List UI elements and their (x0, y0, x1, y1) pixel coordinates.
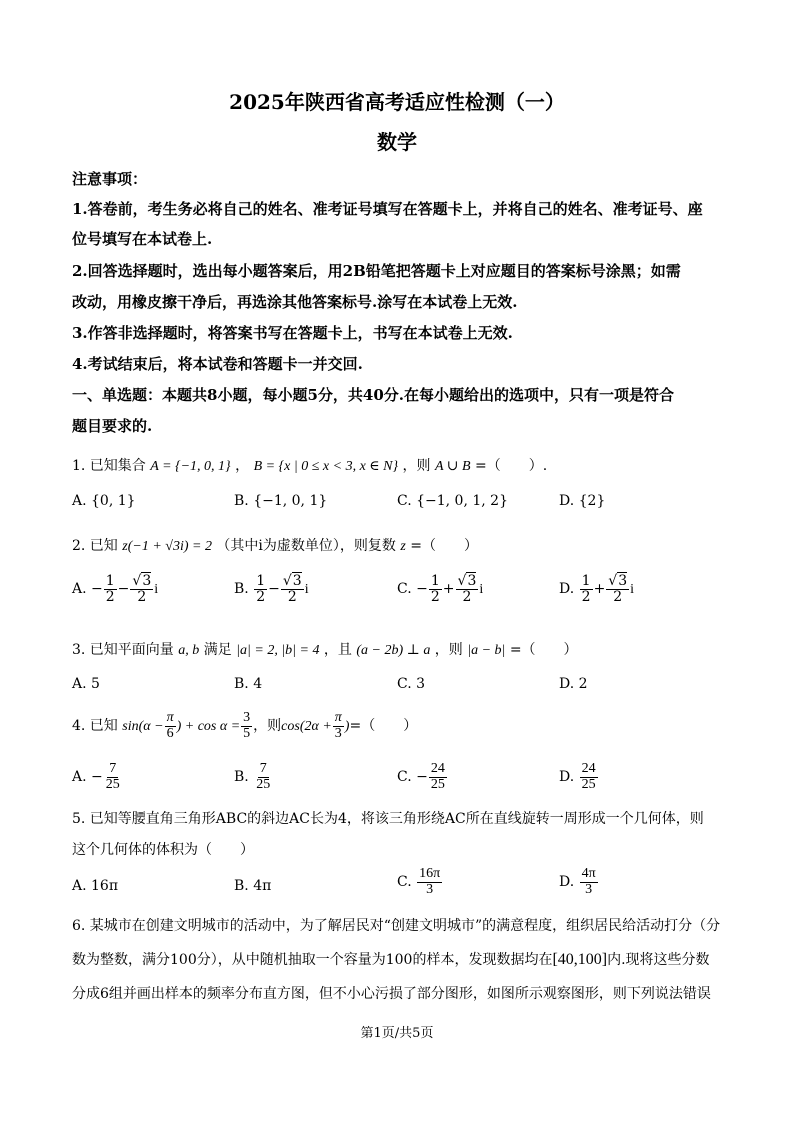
q4-prefix: 4. 已知 (72, 718, 118, 735)
notice-item-3: 3.作答非选择题时，将答案书写在答题卡上，书写在本试卷上无效. (72, 324, 513, 342)
q2-equation: z(−1 + √3i) = 2 (122, 539, 212, 554)
q3-suffix: =（ ） (509, 642, 578, 658)
question-6-line-1: 6. 某城市在创建文明城市的活动中，为了解居民对“创建文明城市”的满意程度，组织居民给活动打分（分 (72, 918, 721, 934)
q4-option-b: B. $\frac{7}{25}$ (234, 761, 271, 792)
q2-z: z (400, 539, 406, 554)
page-number: 第1页/共5页 (360, 1026, 434, 1041)
notice-item-4: 4.考试结束后，将本试卷和答题卡一并交回. (72, 355, 363, 373)
section-1-heading-line-2: 题目要求的. (72, 417, 153, 435)
q4-option-a: A. − $\frac{7}{25}$ (72, 761, 120, 792)
q1-option-d: D. {2} (559, 493, 606, 509)
q1-mid: ，则 (402, 458, 431, 474)
q1-suffix: =（ ）. (475, 458, 548, 474)
exam-subject: 数学 (377, 130, 417, 154)
q3-mid-1: 满足 (203, 642, 232, 658)
q4-option-d: D. $\frac{24}{25}$ (559, 761, 596, 792)
notice-item-2-line-2: 改动，用橡皮擦干净后，再选涂其他答案标号.涂写在本试卷上无效. (72, 293, 518, 311)
q3-prefix: 3. 已知平面向量 (72, 642, 174, 658)
q3-perpendicular: (a − 2b) ⊥ a (356, 643, 431, 658)
question-4: 4. 已知 sin(α − $\frac{\pi}{6}$ ) + cos α = $\frac{3}{5}$ ，则cos(2α + $\frac{\pi}{3}$ )=（ ） (72, 710, 418, 741)
q5-option-c: C. $\frac{16\pi}{3}$ (397, 866, 441, 897)
q4-suffix: =（ ） (349, 718, 418, 735)
q5-option-a: A. 16π (72, 878, 119, 894)
q3-option-a: A. 5 (72, 676, 100, 692)
q3-option-d: D. 2 (559, 676, 588, 692)
q3-option-c: C. 3 (397, 676, 426, 692)
q2-option-b: B. $\frac{1}{2}$ − $\frac{√3}{2}$ i (234, 573, 309, 605)
q1-option-a: A. {0, 1} (72, 493, 136, 509)
notice-item-1-line-1: 1.答卷前，考生务必将自己的姓名、准考证号填写在答题卡上，并将自己的姓名、准考证号、座 (72, 200, 703, 218)
question-5-line-1: 5. 已知等腰直角三角形ABC的斜边AC长为4，将该三角形绕AC所在直线旋转一周形成一个几何体，则 (72, 811, 704, 827)
q3-vectors: a, b (178, 643, 200, 658)
q4-sin-part: sin(α − (122, 719, 164, 735)
section-1-heading-line-1: 一、单选题：本题共8小题，每小题5分，共40分.在每小题给出的选项中，只有一项是符合 (72, 386, 674, 404)
q1-prefix: 1. 已知集合 (72, 458, 146, 474)
q2-option-a: A. − $\frac{1}{2}$ − $\frac{√3}{2}$ i (72, 573, 159, 605)
question-6-line-3: 分成6组并画出样本的频率分布直方图，但不小心污损了部分图形，如图所示观察图形，则下列说法错误 (72, 986, 711, 1002)
notice-heading: 注意事项： (72, 170, 148, 188)
q2-option-d: D. $\frac{1}{2}$ + $\frac{√3}{2}$ i (559, 573, 635, 605)
question-6-line-2: 数为整数，满分100分），从中随机抽取一个容量为100的样本，发现数据均在[40,100]内.现将这些分数 (72, 951, 710, 968)
q3-option-b: B. 4 (234, 676, 263, 692)
q4-mid: ，则 (253, 718, 282, 735)
question-5-line-2: 这个几何体的体积为（ ） (72, 842, 254, 858)
q3-mid-2: ，且 (323, 642, 352, 658)
q1-option-b: B. {−1, 0, 1} (234, 493, 328, 509)
exam-title: 2025年陕西省高考适应性检测（一） (229, 90, 565, 114)
question-1 (72, 455, 547, 475)
q6-interval: [40,100] (552, 951, 608, 968)
q1-sep: ， (235, 458, 250, 474)
question-3 (72, 639, 578, 659)
q4-plus-cos: ) + cos α = (176, 719, 241, 735)
q4-option-c: C. − $\frac{24}{25}$ (397, 761, 445, 792)
q3-mid-3: ，则 (434, 642, 463, 658)
q3-condition: |a| = 2, |b| = 4 (236, 643, 320, 658)
q2-prefix: 2. 已知 (72, 538, 118, 554)
q1-option-c: C. {−1, 0, 1, 2} (397, 493, 508, 509)
q1-expr: A ∪ B (435, 459, 471, 474)
notice-item-1-line-2: 位号填写在本试卷上. (72, 230, 213, 248)
q2-mid: （其中i为虚数单位），则复数 (216, 538, 396, 554)
q1-set-a: A = {−1, 0, 1} (150, 459, 231, 474)
notice-item-2-line-1: 2.回答选择题时，选出每小题答案后，用2B铅笔把答题卡上对应题目的答案标号涂黑；如需 (72, 262, 681, 280)
question-2 (72, 535, 478, 555)
q3-ask: |a − b| (467, 643, 506, 658)
q1-set-b: B = {x | 0 ≤ x < 3, x ∈ N} (253, 459, 399, 474)
q5-option-b: B. 4π (234, 878, 272, 894)
q2-option-c: C. − $\frac{1}{2}$ + $\frac{√3}{2}$ i (397, 573, 484, 605)
q4-cos-part: cos(2α + (281, 719, 332, 735)
q2-suffix: =（ ） (410, 538, 478, 554)
q5-option-d: D. $\frac{4\pi}{3}$ (559, 866, 596, 897)
